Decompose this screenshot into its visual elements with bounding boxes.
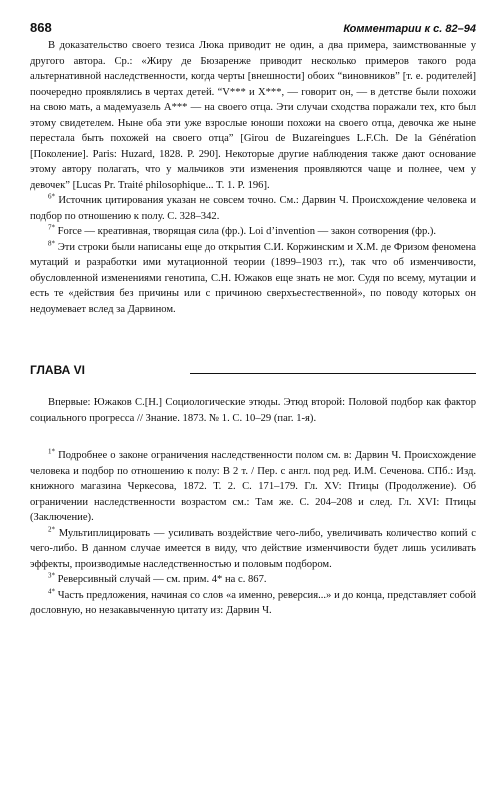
chapter-heading-row (30, 361, 476, 381)
page-number: 868 (30, 20, 52, 35)
note-marker: 7* (48, 223, 55, 232)
chapter-title: ГЛАВА VI (30, 363, 85, 377)
note-4 (30, 588, 476, 619)
chapter-notes (30, 448, 476, 619)
note-marker: 6* (48, 192, 55, 201)
chapter-source: Впервые: Южаков С.[Н.] Социологические этюды. Этюд второй: Половой подбор как фактор социального прогресса // Знание. 1873. № 1. С. 10–29 (паг. 1-я). (30, 397, 476, 424)
note-1 (30, 448, 476, 526)
note-8 (30, 240, 476, 318)
note-6 (30, 193, 476, 224)
note-text: Источник цитирования указан не совсем точно. См.: Дарвин Ч. Происхождение человека и подбор по отношению к полу. С. 328–342. (30, 195, 476, 222)
note-marker: 2* (48, 524, 55, 533)
note-text: Force — креативная, творящая сила (фр.). Loi d’invention — закон сотворения (фр.). (57, 226, 437, 237)
running-head: Комментарии к с. 82–94 (343, 23, 476, 35)
note-7 (30, 224, 476, 240)
note-text: Эти строки были написаны еще до открытия С.И. Коржинским и Х.М. де Фризом феномена мутаций и разработки ими мутационной теории (1899–1903 гг.), так что об изменчивости, обусловленной изменениями генотипа, С.Н. Южаков еще знать не мог. Судя по всему, мутации и есть те «действия без причины или с причиною сверхъестественной», по поводу которых он недоумевает вслед за Дарвином. (30, 241, 477, 315)
chapter-rule (190, 373, 476, 374)
note-text: Подробнее о законе ограничения наследственности полом см. в: Дарвин Ч. Происхождение человека и подбор по отношению к полу: В 2 т. / Пер. с англ. под ред. И.М. Сеченова. СПб.: Изд. книжного магазина Черкесова, 1872. Т. 2. С. 171–179. Гл. XV: Птицы (Продолжение). Об ограничении наследственности возрастом см.: Там же. С. 204–208 и след. Гл. XVI: Птицы (Заключение). (30, 450, 476, 523)
note-3 (30, 572, 476, 588)
book-page (30, 20, 476, 619)
note-text: Часть предложения, начиная со слов «а именно, реверсия...» и до конца, представляет собой дословную, но незакавыченную цитату из: Дарвин Ч. (30, 589, 476, 616)
note-marker: 3* (48, 571, 55, 580)
body-paragraph: В доказательство своего тезиса Люка приводит не один, а два примера, заимствованные у другого автора. Ср.: «Жиру де Бюзаренже приводит несколько примеров такого рода альтернативной наследственности, когда черты [внешности] обоих “виновников” [т. е. родителей] поочередно проявлялись в чертах детей. “V*** и X***, — говорит он, — в детстве были похожи на свою мать, а мадемуазель A*** — на своего отца. Эти случаи сходства поражали тех, кто был этому свидетелем. Ныне оба эти уже взрослые юноши похожи на своего отца, девочка же ныне перестала быть похожей на своего отца” [Girou de Buzareingues L.F.Ch. De la Génération [Поколение]. Paris: Huzard, 1828. P. 290]. Некоторые другие наблюдения также дают основание этому автору полагать, что у мальчиков эти изменения проявляются чаще и полнее, чем у девочек” [Lucas Pr. Traité philosophique... T. 1. P. 196]. (30, 40, 476, 191)
note-marker: 1* (48, 447, 55, 456)
note-marker: 4* (48, 586, 55, 595)
note-2 (30, 526, 476, 573)
note-text: Мультиплицировать — усиливать воздействие чего-либо, увеличивать количество копий с чего-либо. В данном случае имеется в виду, что действие изменчивости будет лишь усиливать эффекты, производимые наследственностью и половым подбором. (30, 527, 476, 570)
note-marker: 8* (48, 238, 55, 247)
note-text: Реверсивный случай — см. прим. 4* на с. 867. (57, 574, 267, 585)
page-header (30, 20, 476, 38)
